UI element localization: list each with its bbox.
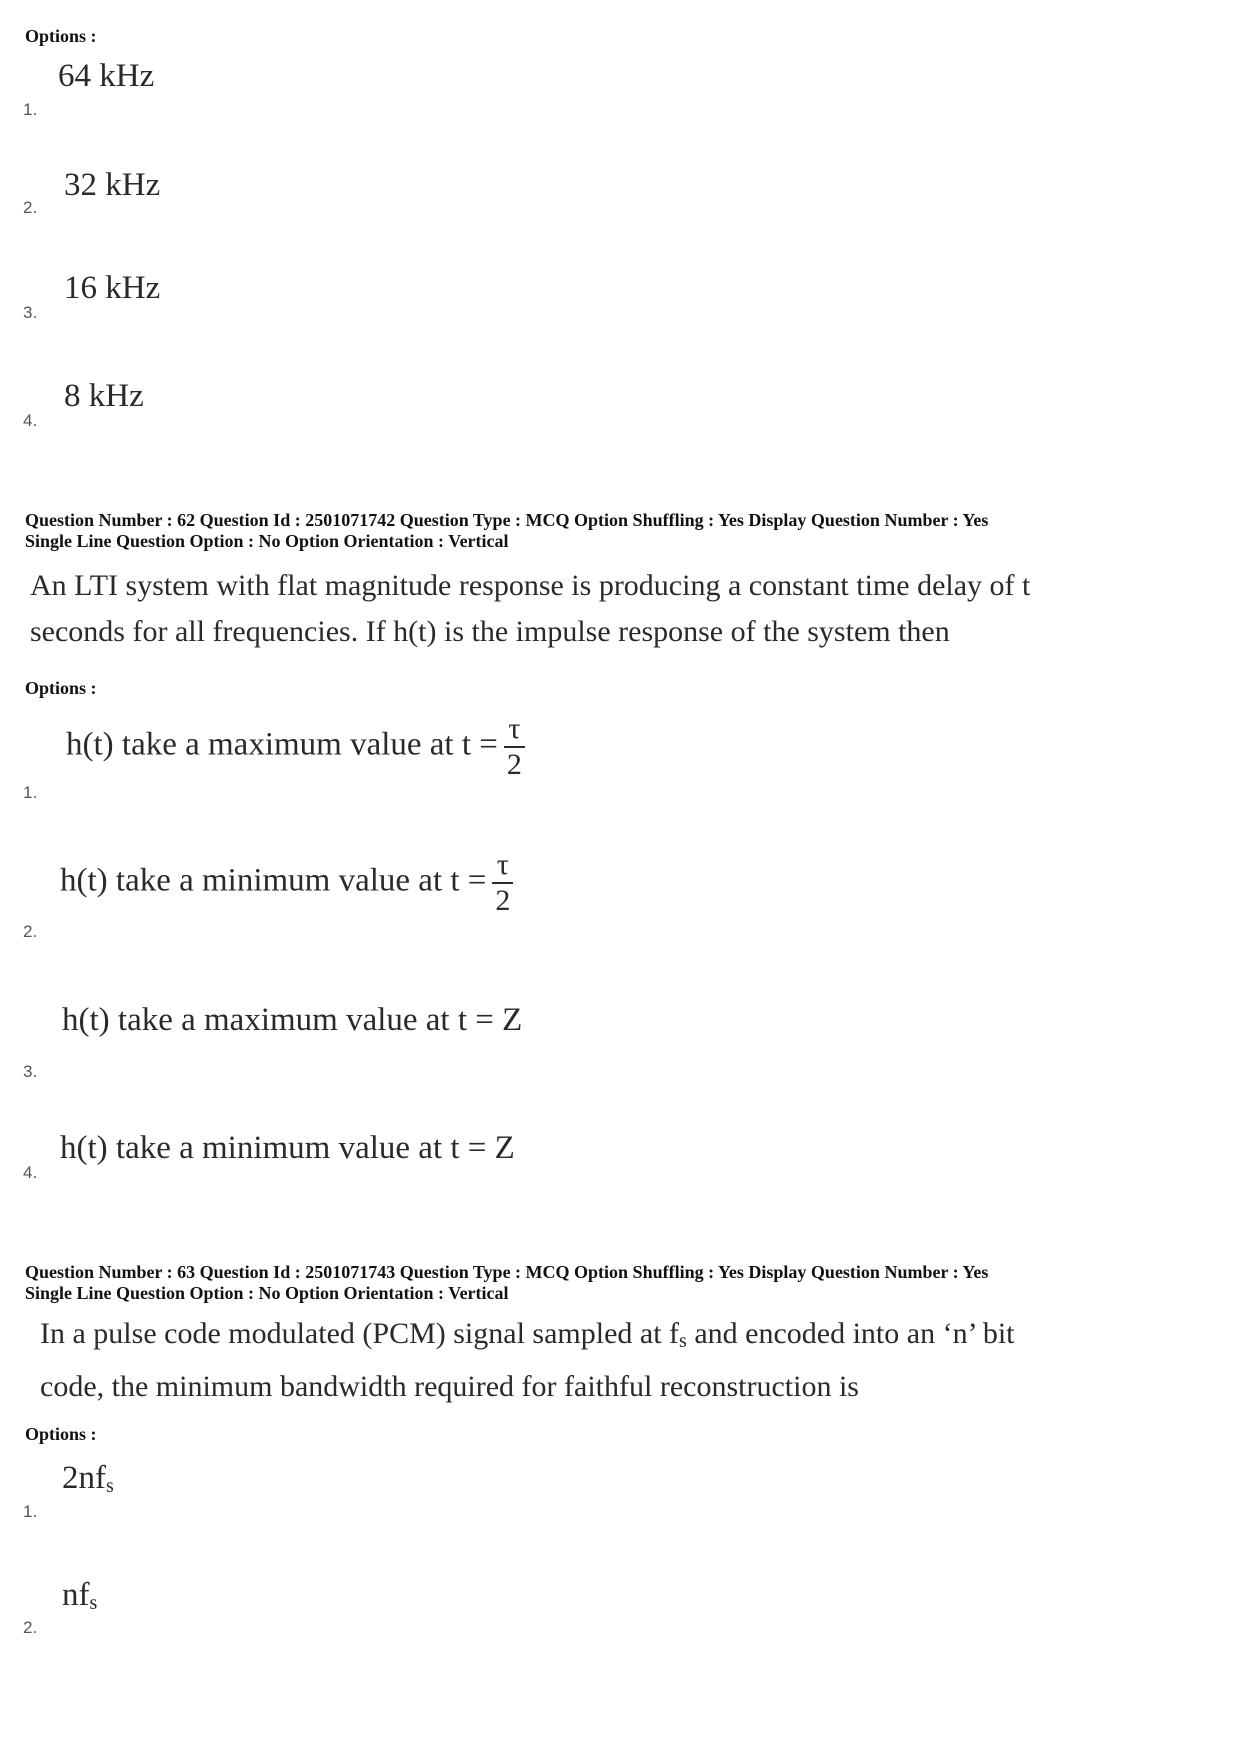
question-text-line2: code, the minimum bandwidth required for faithful reconstruction is	[40, 1370, 859, 1403]
option-text	[62, 1460, 114, 1498]
question-meta-line2: Single Line Question Option : No Option Orientation : Vertical	[25, 531, 509, 551]
option-number: 2.	[23, 1618, 38, 1637]
question-text-line1	[40, 1311, 1015, 1364]
option-text-main: nf	[62, 1577, 90, 1613]
option-number: 2.	[23, 198, 38, 217]
question-meta-line1: Question Number : 62 Question Id : 2501071742 Question Type : MCQ Option Shuffling : Yes Display Question Number : Yes	[25, 510, 989, 530]
question-text-line1: An LTI system with flat magnitude response is producing a constant time delay of t	[30, 569, 1031, 602]
options-label: Options :	[25, 1424, 97, 1444]
option-text	[62, 1577, 97, 1615]
options-label: Options :	[25, 26, 97, 46]
question-text	[40, 1311, 1015, 1409]
option-text: h(t) take a maximum value at t = Z	[62, 1002, 523, 1038]
option-text	[66, 714, 525, 780]
question-text-part: and encoded into an ‘n’ bit	[686, 1317, 1015, 1350]
option-number: 1.	[23, 783, 38, 802]
option-text: 64 kHz	[58, 58, 155, 94]
question-meta	[25, 510, 988, 552]
option-text-main: h(t) take a minimum value at t =	[60, 862, 487, 899]
option-number: 2.	[23, 922, 38, 941]
option-number: 4.	[23, 411, 38, 430]
subscript: s	[679, 1330, 687, 1352]
subscript: s	[89, 1592, 98, 1614]
question-meta-line2: Single Line Question Option : No Option Orientation : Vertical	[25, 1283, 509, 1303]
question-meta-line1: Question Number : 63 Question Id : 2501071743 Question Type : MCQ Option Shuffling : Yes Display Question Number : Yes	[25, 1262, 989, 1282]
option-text: h(t) take a minimum value at t = Z	[60, 1130, 515, 1166]
option-text: 16 kHz	[64, 270, 161, 306]
question-text-part: In a pulse code modulated (PCM) signal sampled at f	[40, 1317, 680, 1350]
option-number: 1.	[23, 1502, 38, 1521]
fraction-denominator: 2	[506, 748, 522, 781]
fraction-denominator: 2	[495, 884, 511, 917]
option-number: 1.	[23, 100, 38, 119]
option-number: 4.	[23, 1163, 38, 1182]
fraction	[492, 850, 513, 916]
option-text: 32 kHz	[64, 167, 161, 203]
option-text	[60, 850, 513, 916]
subscript: s	[106, 1475, 114, 1497]
fraction-numerator: τ	[496, 848, 509, 881]
option-text-main: h(t) take a maximum value at t =	[66, 726, 498, 763]
question-meta	[25, 1262, 988, 1304]
options-label: Options :	[25, 678, 97, 698]
question-text	[30, 563, 1030, 655]
option-text-main: 2nf	[62, 1460, 106, 1496]
option-number: 3.	[23, 303, 38, 322]
option-number: 3.	[23, 1062, 38, 1081]
fraction-numerator: τ	[508, 712, 521, 745]
question-text-line2: seconds for all frequencies. If h(t) is the impulse response of the system then	[30, 615, 950, 648]
option-text: 8 kHz	[64, 378, 144, 414]
fraction	[504, 714, 525, 780]
